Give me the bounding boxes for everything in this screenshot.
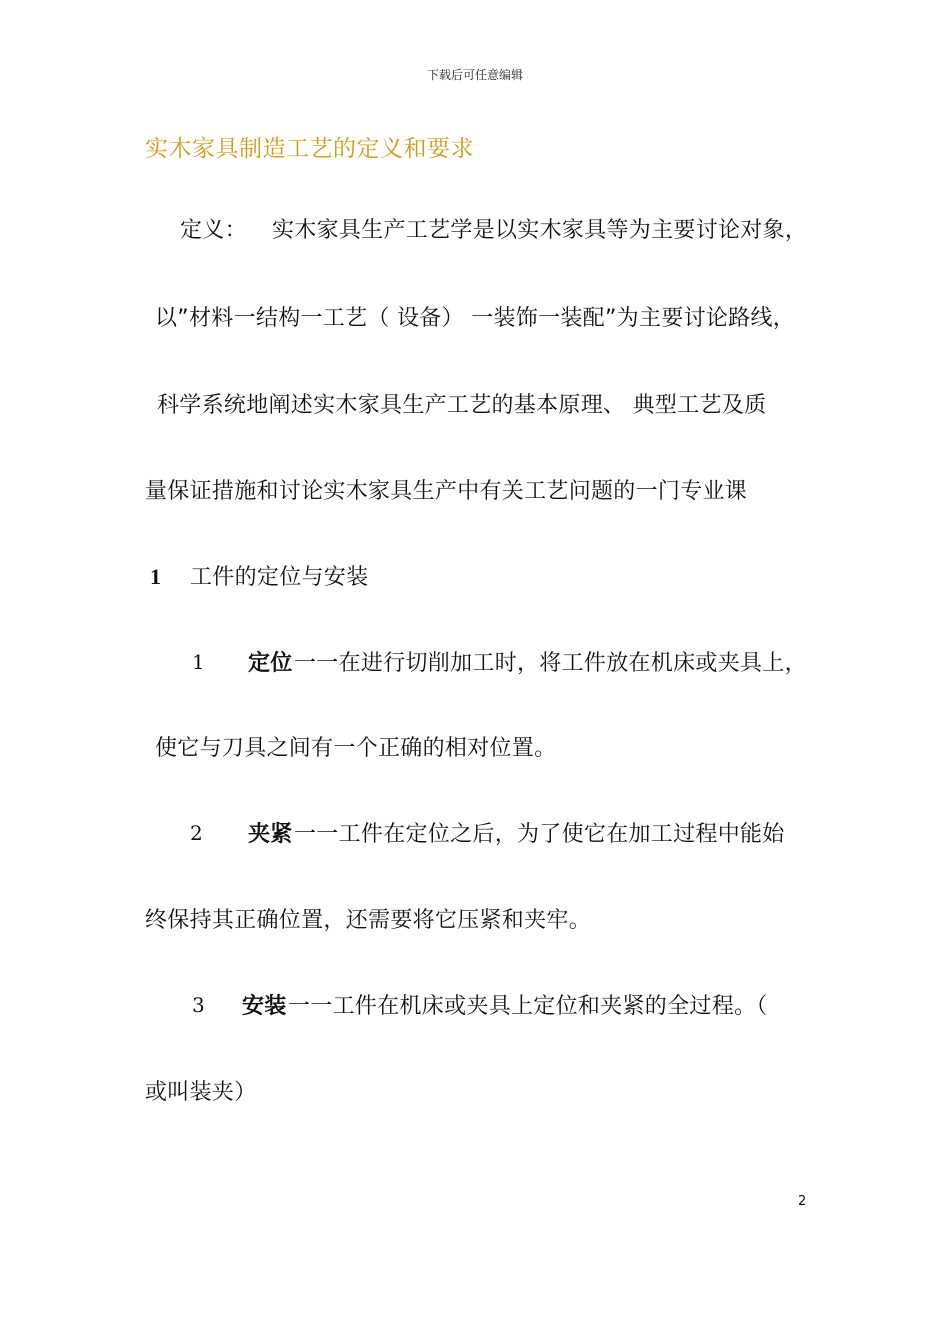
- item-text-line-1: 一一工件在机床或夹具上定位和夹紧的全过程。（: [288, 994, 768, 1019]
- definition-label: 定义：: [180, 218, 247, 243]
- item-term: 安装: [242, 994, 287, 1019]
- item-number: 3: [192, 993, 205, 1017]
- item-text-line-1: 一一工件在定位之后，为了使它在加工过程中能始: [294, 822, 785, 847]
- document-title: 实木家具制造工艺的定义和要求: [145, 136, 474, 162]
- item-number: 2: [190, 821, 203, 845]
- item-term: 夹紧: [248, 822, 293, 847]
- item-text-line-2: 或叫装夹）: [145, 1080, 257, 1105]
- item-text-line-2: 终保持其正确位置，还需要将它压紧和夹牢。: [145, 908, 592, 933]
- item-text-line-2: 使它与刀具之间有一个正确的相对位置。: [155, 736, 557, 761]
- page-header: 下载后可任意编辑: [426, 68, 523, 82]
- section-number: 1: [150, 564, 161, 589]
- definition-line-4: 量保证措施和讨论实木家具生产中有关工艺问题的一门专业课: [145, 479, 748, 504]
- definition-line-1: 实木家具生产工艺学是以实木家具等为主要讨论对象，: [272, 218, 808, 243]
- section-title: 工件的定位与安装: [190, 565, 369, 590]
- item-number: 1: [192, 650, 205, 674]
- item-text-line-1: 一一在进行切削加工时，将工件放在机床或夹具上，: [294, 651, 807, 676]
- page-number: 2: [798, 1194, 807, 1209]
- definition-line-3: 科学系统地阐述实木家具生产工艺的基本原理、 典型工艺及质: [157, 393, 767, 418]
- definition-line-2: 以”材料一结构一工艺（ 设备） 一装饰一装配”为主要讨论路线，: [155, 306, 796, 331]
- item-term: 定位: [248, 651, 293, 676]
